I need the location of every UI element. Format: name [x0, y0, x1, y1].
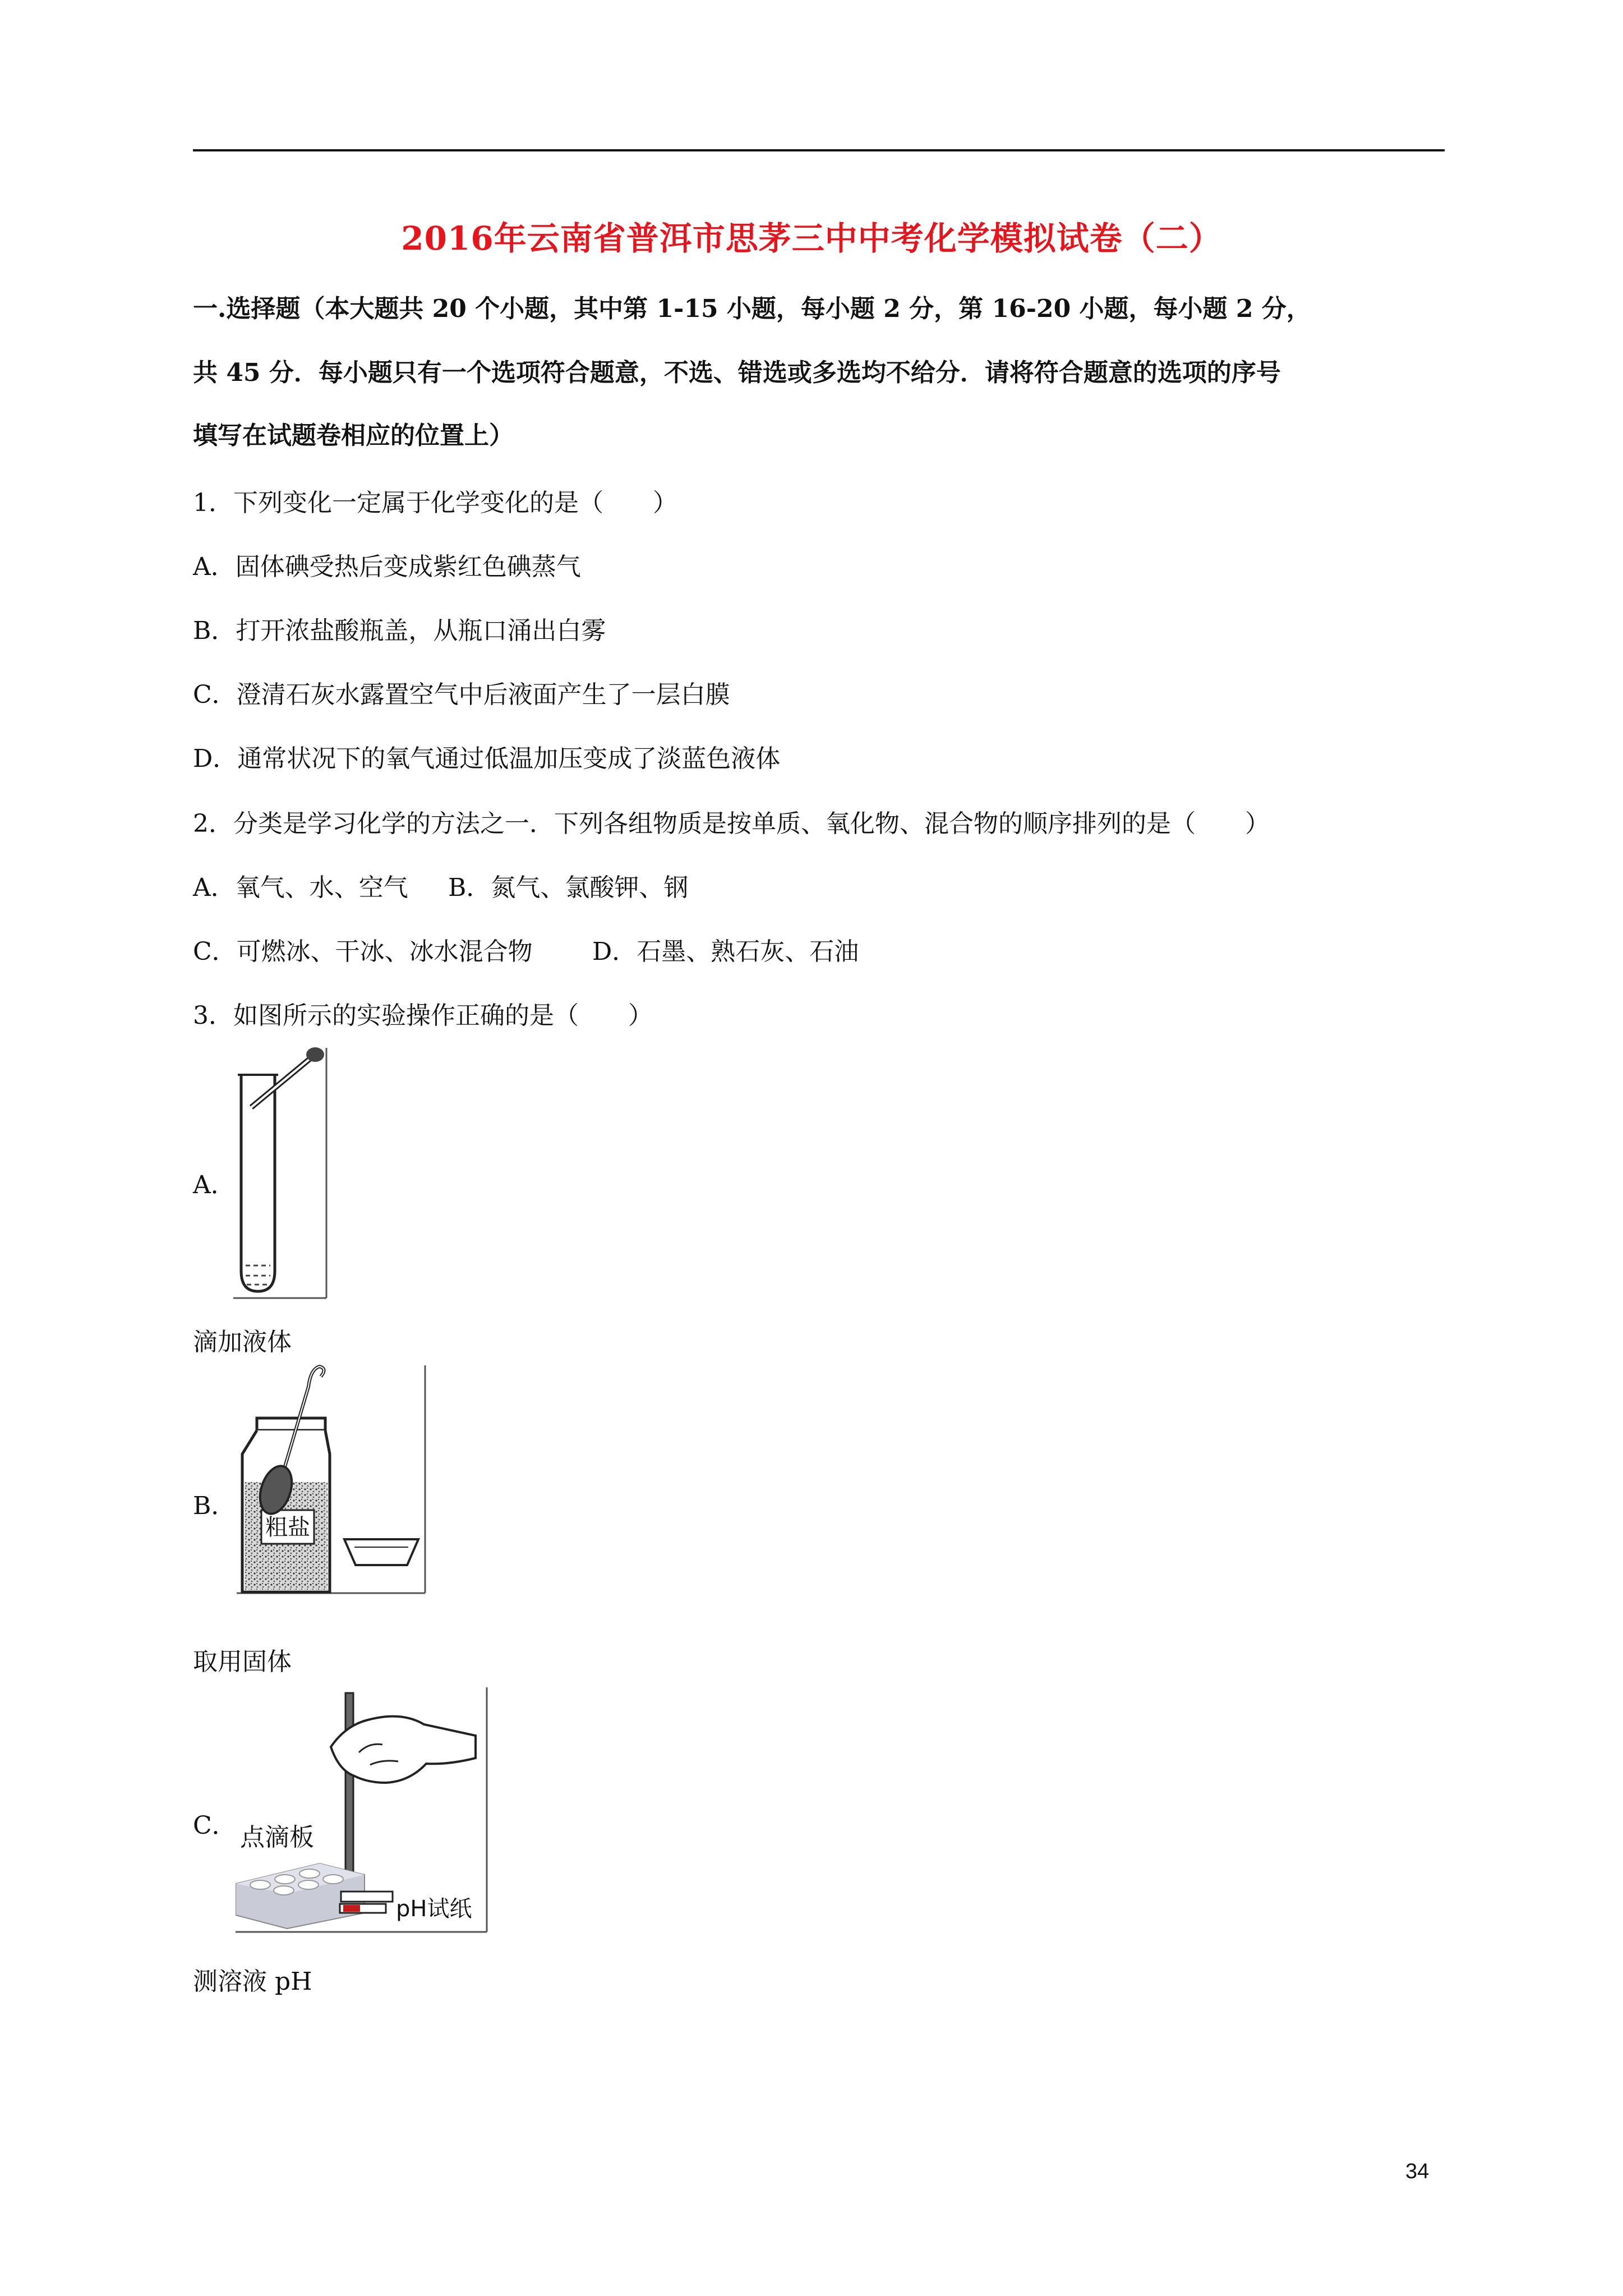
q3-stem: 3．如图所示的实验操作正确的是（ ）	[193, 1001, 653, 1030]
q3-option-a-label: A．	[193, 1171, 236, 1199]
q2-stem: 2．分类是学习化学的方法之一．下列各组物质是按单质、氧化物、混合物的顺序排列的是（ ）	[193, 809, 1270, 838]
q1-stem: 1．下列变化一定属于化学变化的是（ ）	[193, 489, 677, 517]
section-instructions-line3: 填写在试题卷相应的位置上）	[193, 421, 514, 450]
q2-option-a: A．氧气、水、空气	[193, 873, 408, 902]
q2-option-c: C．可燃冰、干冰、冰水混合物	[193, 937, 533, 966]
ph-paper-label: pH试纸	[396, 1896, 472, 1922]
spot-plate-label: 点滴板	[240, 1823, 314, 1852]
page-number: 34	[1405, 2160, 1430, 2183]
q1-option-b: B．打开浓盐酸瓶盖，从瓶口涌出白雾	[193, 616, 606, 645]
q2-option-b: B．氮气、氯酸钾、钢	[448, 873, 689, 902]
jar-label-text: 粗盐	[265, 1515, 310, 1540]
exam-title: 2016年云南省普洱市思茅三中中考化学模拟试卷（二）	[401, 219, 1222, 257]
q3-option-b-caption: 取用固体	[193, 1648, 292, 1676]
header-rule	[193, 149, 1445, 151]
dropper-test-tube-figure	[231, 1047, 332, 1299]
q1-option-a: A．固体碘受热后变成紫红色碘蒸气	[193, 553, 581, 581]
q3-option-c-label: C．	[193, 1811, 237, 1840]
q3-option-b-label: B．	[193, 1492, 236, 1520]
q2-options-cd	[193, 936, 859, 968]
q1-option-c: C．澄清石灰水露置空气中后液面产生了一层白膜	[193, 680, 730, 709]
salt-jar-spoon-figure	[237, 1364, 427, 1594]
q3-option-c-caption: 测溶液 pH	[193, 1967, 312, 1996]
section-instructions-line1: 一.选择题（本大题共 20 个小题，其中第 1-15 小题，每小题 2 分，第 16-20 小题，每小题 2 分，	[193, 295, 1311, 323]
q2-options-ab	[193, 872, 688, 904]
ph-test-figure	[236, 1686, 494, 1933]
q1-option-d: D．通常状况下的氧气通过低温加压变成了淡蓝色液体	[193, 744, 781, 773]
q2-option-d: D．石墨、熟石灰、石油	[592, 937, 859, 966]
section-instructions-line2: 共 45 分．每小题只有一个选项符合题意，不选、错选或多选均不给分．请将符合题意的选项的序号	[193, 358, 1281, 387]
q3-option-a-caption: 滴加液体	[193, 1328, 292, 1356]
